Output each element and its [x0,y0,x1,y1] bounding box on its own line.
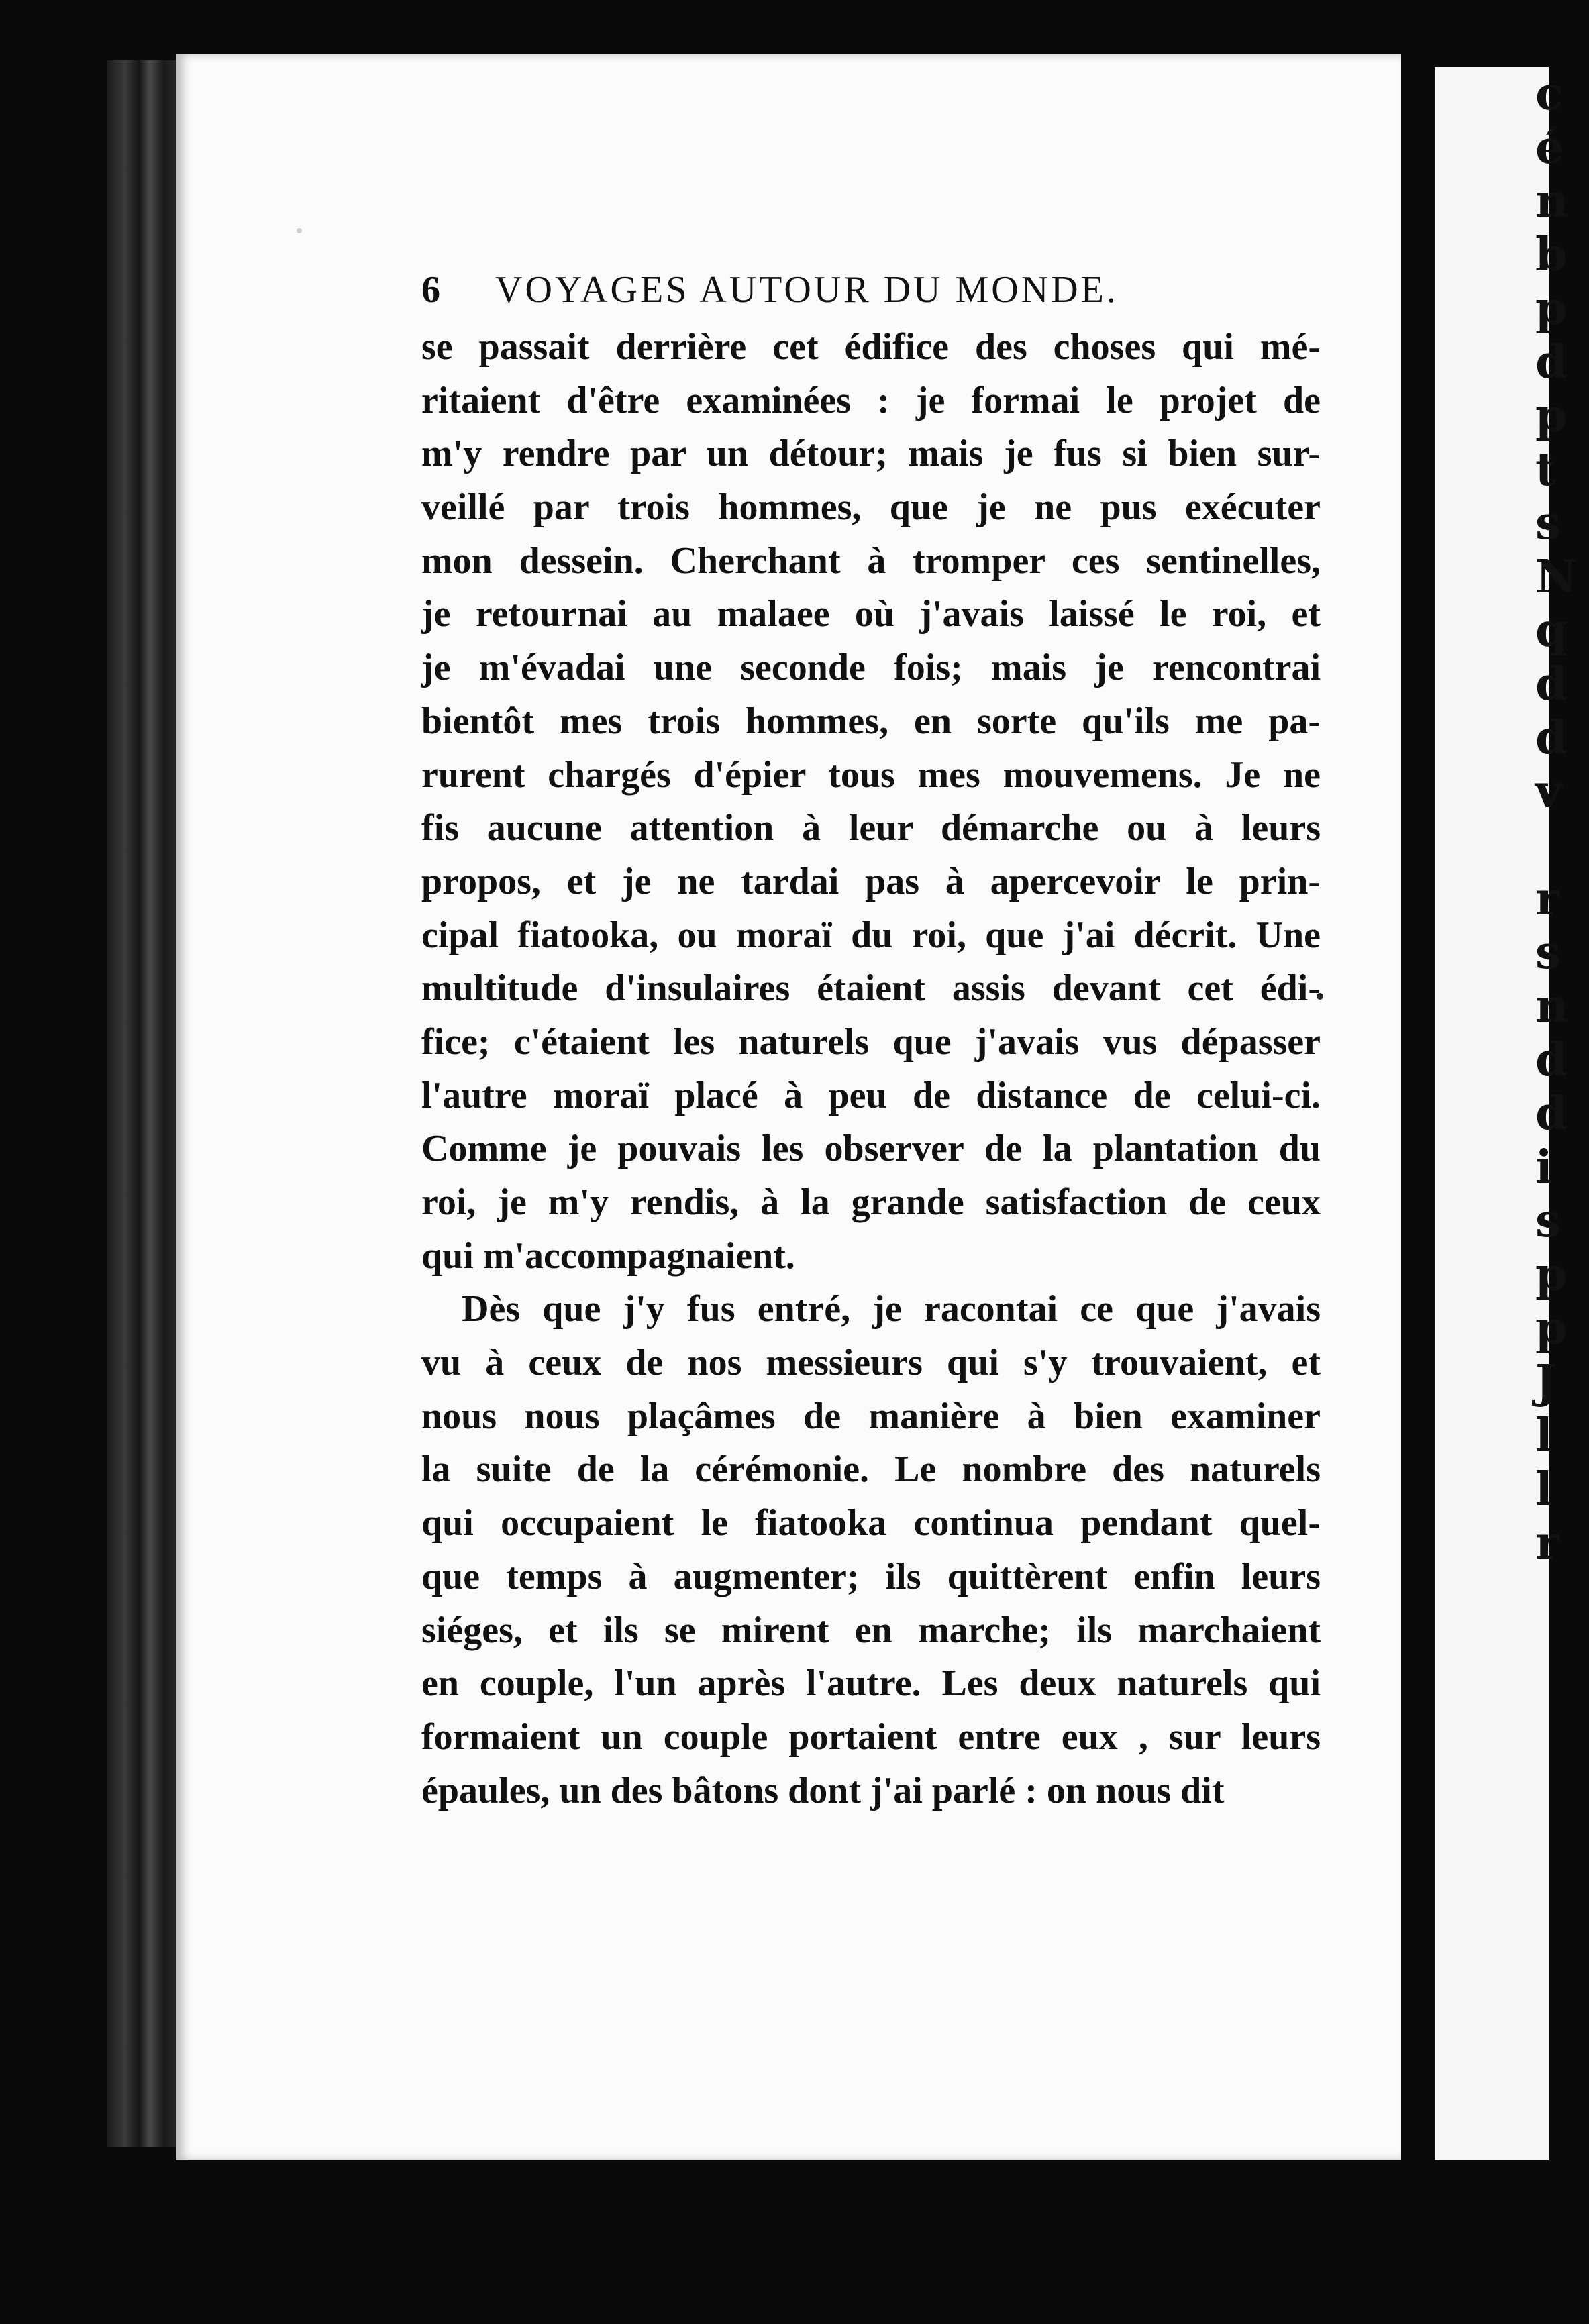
body-text [421,321,1321,1817]
text-line: veillé par trois hommes, que je ne pus exécuter [421,486,1321,529]
text-line: propos, et je ne tardai pas à apercevoir le prin- [421,860,1321,902]
facing-line-fragment: é [1535,121,1565,174]
text-line: cipal fiatooka, ou moraï du roi, que j'ai décrit. Une [421,914,1321,956]
text-line: qui occupaient le fiatooka continua pendant quel- [421,1502,1321,1544]
facing-line-fragment: b [1535,228,1568,282]
text-line: m'y rendre par un détour; mais je fus si bien sur- [421,433,1321,475]
text-line: qui m'accompagnaient. [421,1234,795,1277]
text-line: mon dessein. Cherchant à tromper ces sentinelles, [421,539,1321,582]
book-spine [107,60,178,2147]
text-line: je retournai au malaee où j'avais laissé le roi, et [421,593,1321,635]
facing-line-fragment: s [1535,1194,1561,1248]
facing-line-fragment: p [1535,1302,1568,1355]
facing-line-fragment: p [1535,282,1568,335]
facing-line-fragment: d [1535,335,1568,389]
facing-line-fragment: p [1535,1248,1568,1302]
page-number: 6 [421,269,443,311]
text-line: l'autre moraï placé à peu de distance de celui-ci. [421,1074,1321,1116]
text-line: multitude d'insulaires étaient assis devant cet édi- [421,967,1321,1010]
text-line: bientôt mes trois hommes, en sorte qu'ils me pa- [421,700,1321,742]
paper-speck [297,228,302,233]
facing-line-fragment: i [1535,1141,1553,1194]
facing-line-fragment: r [1535,1516,1559,1570]
text-line: nous nous plaçâmes de manière à bien examiner [421,1395,1321,1437]
text-line: roi, je m'y rendis, à la grande satisfaction de ceux [421,1181,1321,1223]
text-line: rurent chargés d'épier tous mes mouvemens. Je ne [421,753,1321,796]
facing-line-fragment: c [1535,67,1564,121]
text-line: vu à ceux de nos messieurs qui s'y trouvaient, et [421,1342,1321,1384]
facing-page-edge [1435,67,1578,2160]
facing-line-fragment: s [1535,496,1561,550]
text-line: fice; c'étaient les naturels que j'avais vus dépasser [421,1020,1321,1063]
facing-line-fragment: n [1535,980,1569,1033]
text-line: que temps à augmenter; ils quittèrent enfin leurs [421,1555,1321,1597]
facing-line-fragment: r [1535,872,1559,926]
facing-line-fragment: d [1535,1033,1568,1087]
facing-line-fragment: J [1535,1355,1557,1409]
text-line: je m'évadai une seconde fois; mais je rencontrai [421,647,1321,689]
facing-line-fragment: d [1535,657,1568,711]
text-line: se passait derrière cet édifice des choses qui mé- [421,326,1321,368]
text-line: formaient un couple portaient entre eux , sur leurs [421,1715,1321,1758]
text-line: épaules, un des bâtons dont j'ai parlé : on nous dit [421,1769,1225,1811]
facing-line-fragment: N [1535,550,1578,604]
facing-line-fragment: d [1535,711,1568,765]
facing-line-fragment: t [1535,443,1557,496]
facing-line-fragment [1535,818,1589,872]
text-line: Dès que j'y fus entré, je racontai ce que j'avais [462,1288,1321,1330]
facing-line-fragment: d [1535,1087,1568,1141]
text-line: siéges, et ils se mirent en marche; ils marchaient [421,1609,1321,1651]
running-title: VOYAGES AUTOUR DU MONDE. [495,269,1119,311]
facing-line-fragment: l [1535,1409,1553,1463]
text-line: fis aucune attention à leur démarche ou à leurs [421,807,1321,849]
facing-page-text [1535,67,1589,1570]
running-head [421,268,1321,311]
text-line: en couple, l'un après l'autre. Les deux naturels qui [421,1662,1321,1705]
facing-line-fragment: q [1535,604,1568,657]
text-line: ritaient d'être examinées : je formai le projet de [421,379,1321,421]
facing-line-fragment: v [1535,765,1562,818]
facing-line-fragment: l [1535,1463,1553,1516]
facing-line-fragment: n [1535,174,1569,228]
text-line: Comme je pouvais les observer de la plantation du [421,1128,1321,1170]
facing-line-fragment: s [1535,926,1561,980]
facing-line-fragment: p [1535,389,1568,443]
text-line: la suite de la cérémonie. Le nombre des naturels [421,1448,1321,1491]
